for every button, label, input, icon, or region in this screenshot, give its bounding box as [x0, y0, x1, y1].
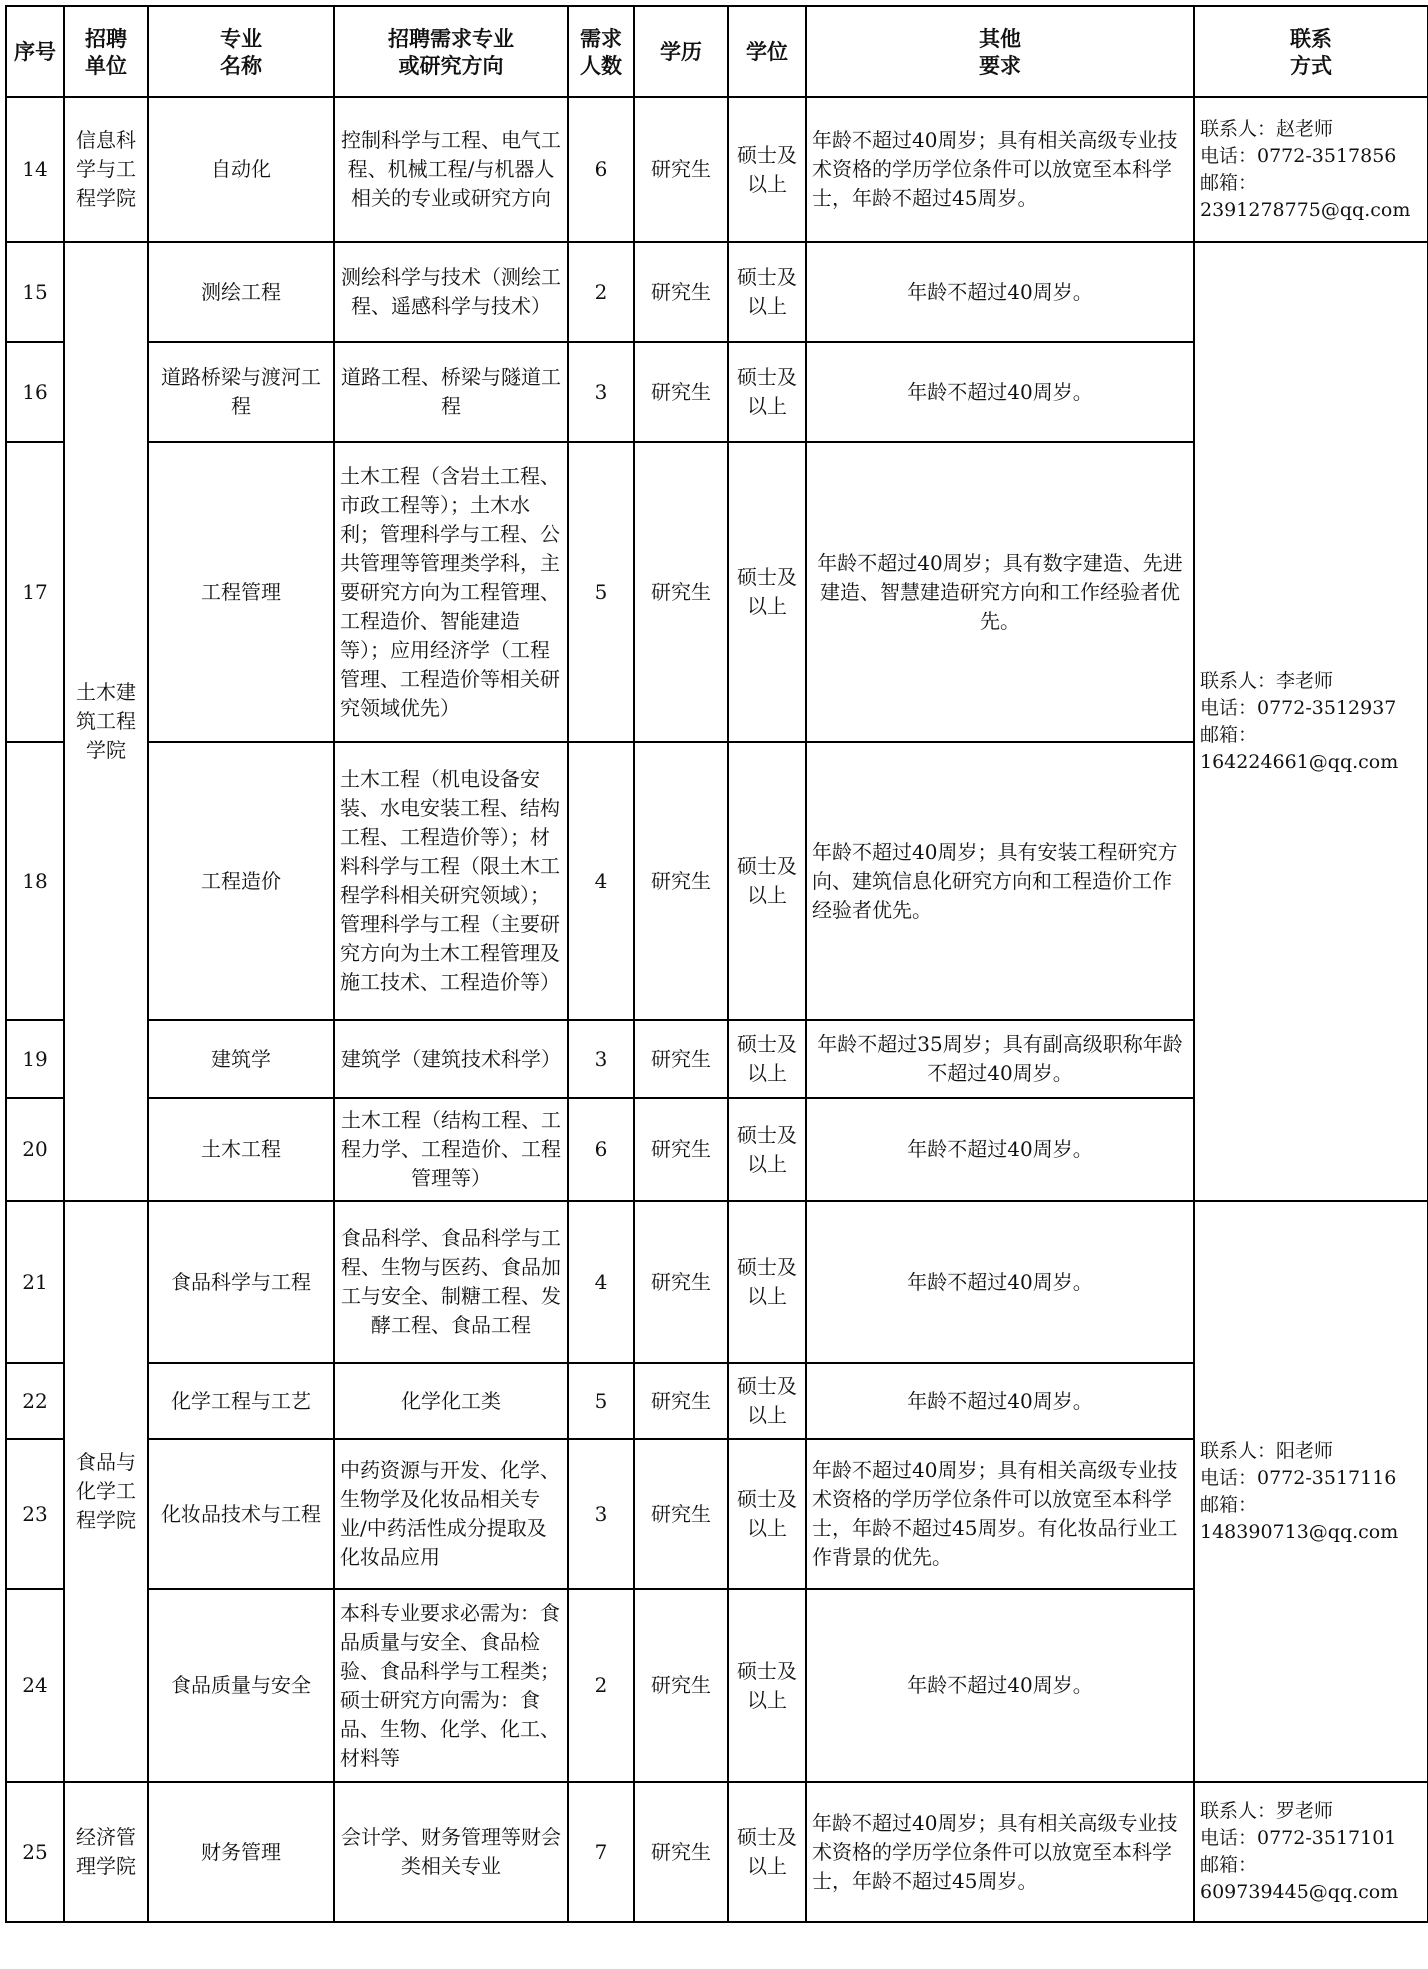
contact-cell: 联系人：李老师 电话：0772-3512937 邮箱： 164224661@qq.com [1194, 242, 1428, 1201]
direction-cell: 食品科学、食品科学与工程、生物与医药、食品加工与安全、制糖工程、发酵工程、食品工程 [334, 1201, 568, 1363]
count-cell: 2 [568, 1589, 634, 1782]
major-cell: 建筑学 [148, 1020, 334, 1098]
count-cell: 6 [568, 1098, 634, 1201]
degree-cell: 硕士及以上 [728, 442, 806, 742]
header-seq: 序号 [6, 6, 64, 97]
unit-cell: 土木建筑工程学院 [64, 242, 148, 1201]
other-cell: 年龄不超过40周岁。 [806, 1201, 1194, 1363]
degree-cell: 硕士及以上 [728, 342, 806, 442]
degree-cell: 硕士及以上 [728, 1201, 806, 1363]
seq-cell: 22 [6, 1363, 64, 1439]
count-cell: 6 [568, 97, 634, 242]
seq-cell: 23 [6, 1439, 64, 1589]
seq-cell: 21 [6, 1201, 64, 1363]
count-cell: 3 [568, 342, 634, 442]
other-cell: 年龄不超过40周岁；具有相关高级专业技术资格的学历学位条件可以放宽至本科学士，年龄不超过45周岁。 [806, 1782, 1194, 1922]
contact-cell: 联系人：阳老师 电话：0772-3517116 邮箱： 148390713@qq.com [1194, 1201, 1428, 1782]
count-cell: 4 [568, 742, 634, 1020]
degree-cell: 硕士及以上 [728, 1439, 806, 1589]
education-cell: 研究生 [634, 242, 728, 342]
education-cell: 研究生 [634, 1020, 728, 1098]
major-cell: 化学工程与工艺 [148, 1363, 334, 1439]
table-row [6, 242, 1428, 342]
header-unit: 招聘 单位 [64, 6, 148, 97]
direction-cell: 会计学、财务管理等财会类相关专业 [334, 1782, 568, 1922]
seq-cell: 17 [6, 442, 64, 742]
other-cell: 年龄不超过40周岁；具有相关高级专业技术资格的学历学位条件可以放宽至本科学士，年龄不超过45周岁。有化妆品行业工作背景的优先。 [806, 1439, 1194, 1589]
direction-cell: 中药资源与开发、化学、生物学及化妆品相关专业/中药活性成分提取及化妆品应用 [334, 1439, 568, 1589]
contact-cell: 联系人：罗老师 电话：0772-3517101 邮箱： 609739445@qq.com [1194, 1782, 1428, 1922]
direction-cell: 土木工程（结构工程、工程力学、工程造价、工程管理等） [334, 1098, 568, 1201]
direction-cell: 道路工程、桥梁与隧道工程 [334, 342, 568, 442]
count-cell: 5 [568, 1363, 634, 1439]
header-row [6, 6, 1428, 97]
education-cell: 研究生 [634, 342, 728, 442]
seq-cell: 19 [6, 1020, 64, 1098]
other-cell: 年龄不超过40周岁。 [806, 1363, 1194, 1439]
seq-cell: 25 [6, 1782, 64, 1922]
degree-cell: 硕士及以上 [728, 1363, 806, 1439]
other-cell: 年龄不超过40周岁。 [806, 1098, 1194, 1201]
seq-cell: 24 [6, 1589, 64, 1782]
education-cell: 研究生 [634, 1363, 728, 1439]
count-cell: 5 [568, 442, 634, 742]
major-cell: 自动化 [148, 97, 334, 242]
degree-cell: 硕士及以上 [728, 742, 806, 1020]
header-contact: 联系 方式 [1194, 6, 1428, 97]
seq-cell: 18 [6, 742, 64, 1020]
other-cell: 年龄不超过40周岁。 [806, 1589, 1194, 1782]
degree-cell: 硕士及以上 [728, 97, 806, 242]
count-cell: 3 [568, 1020, 634, 1098]
other-cell: 年龄不超过35周岁；具有副高级职称年龄不超过40周岁。 [806, 1020, 1194, 1098]
major-cell: 工程造价 [148, 742, 334, 1020]
header-other: 其他 要求 [806, 6, 1194, 97]
major-cell: 食品质量与安全 [148, 1589, 334, 1782]
direction-cell: 控制科学与工程、电气工程、机械工程/与机器人相关的专业或研究方向 [334, 97, 568, 242]
major-cell: 财务管理 [148, 1782, 334, 1922]
unit-cell: 信息科学与工程学院 [64, 97, 148, 242]
other-cell: 年龄不超过40周岁；具有相关高级专业技术资格的学历学位条件可以放宽至本科学士，年龄不超过45周岁。 [806, 97, 1194, 242]
education-cell: 研究生 [634, 1589, 728, 1782]
degree-cell: 硕士及以上 [728, 1589, 806, 1782]
other-cell: 年龄不超过40周岁。 [806, 242, 1194, 342]
seq-cell: 14 [6, 97, 64, 242]
table-row [6, 1201, 1428, 1363]
direction-cell: 土木工程（机电设备安装、水电安装工程、结构工程、工程造价等）；材料科学与工程（限土木工程学科相关研究领域）；管理科学与工程（主要研究方向为土木工程管理及施工技术、工程造价等） [334, 742, 568, 1020]
direction-cell: 建筑学（建筑技术科学） [334, 1020, 568, 1098]
direction-cell: 土木工程（含岩土工程、市政工程等）；土木水利；管理科学与工程、公共管理等管理类学科，主要研究方向为工程管理、工程造价、智能建造等）；应用经济学（工程管理、工程造价等相关研究领域优先） [334, 442, 568, 742]
major-cell: 化妆品技术与工程 [148, 1439, 334, 1589]
major-cell: 土木工程 [148, 1098, 334, 1201]
major-cell: 道路桥梁与渡河工程 [148, 342, 334, 442]
seq-cell: 16 [6, 342, 64, 442]
header-major: 专业 名称 [148, 6, 334, 97]
count-cell: 3 [568, 1439, 634, 1589]
header-direction: 招聘需求专业 或研究方向 [334, 6, 568, 97]
major-cell: 测绘工程 [148, 242, 334, 342]
recruitment-table [5, 5, 1428, 1923]
other-cell: 年龄不超过40周岁；具有安装工程研究方向、建筑信息化研究方向和工程造价工作经验者优先。 [806, 742, 1194, 1020]
education-cell: 研究生 [634, 1782, 728, 1922]
direction-cell: 本科专业要求必需为：食品质量与安全、食品检验、食品科学与工程类；硕士研究方向需为：食品、生物、化学、化工、材料等 [334, 1589, 568, 1782]
education-cell: 研究生 [634, 97, 728, 242]
other-cell: 年龄不超过40周岁。 [806, 342, 1194, 442]
header-education: 学历 [634, 6, 728, 97]
education-cell: 研究生 [634, 1439, 728, 1589]
table-row [6, 1782, 1428, 1922]
count-cell: 7 [568, 1782, 634, 1922]
education-cell: 研究生 [634, 442, 728, 742]
direction-cell: 化学化工类 [334, 1363, 568, 1439]
seq-cell: 15 [6, 242, 64, 342]
unit-cell: 经济管理学院 [64, 1782, 148, 1922]
unit-cell: 食品与化学工程学院 [64, 1201, 148, 1782]
count-cell: 4 [568, 1201, 634, 1363]
education-cell: 研究生 [634, 1098, 728, 1201]
header-degree: 学位 [728, 6, 806, 97]
seq-cell: 20 [6, 1098, 64, 1201]
count-cell: 2 [568, 242, 634, 342]
table-row [6, 97, 1428, 242]
other-cell: 年龄不超过40周岁；具有数字建造、先进建造、智慧建造研究方向和工作经验者优先。 [806, 442, 1194, 742]
education-cell: 研究生 [634, 742, 728, 1020]
degree-cell: 硕士及以上 [728, 242, 806, 342]
degree-cell: 硕士及以上 [728, 1020, 806, 1098]
major-cell: 工程管理 [148, 442, 334, 742]
contact-cell: 联系人：赵老师 电话：0772-3517856 邮箱： 2391278775@qq.com [1194, 97, 1428, 242]
education-cell: 研究生 [634, 1201, 728, 1363]
degree-cell: 硕士及以上 [728, 1782, 806, 1922]
major-cell: 食品科学与工程 [148, 1201, 334, 1363]
degree-cell: 硕士及以上 [728, 1098, 806, 1201]
header-count: 需求 人数 [568, 6, 634, 97]
direction-cell: 测绘科学与技术（测绘工程、遥感科学与技术） [334, 242, 568, 342]
